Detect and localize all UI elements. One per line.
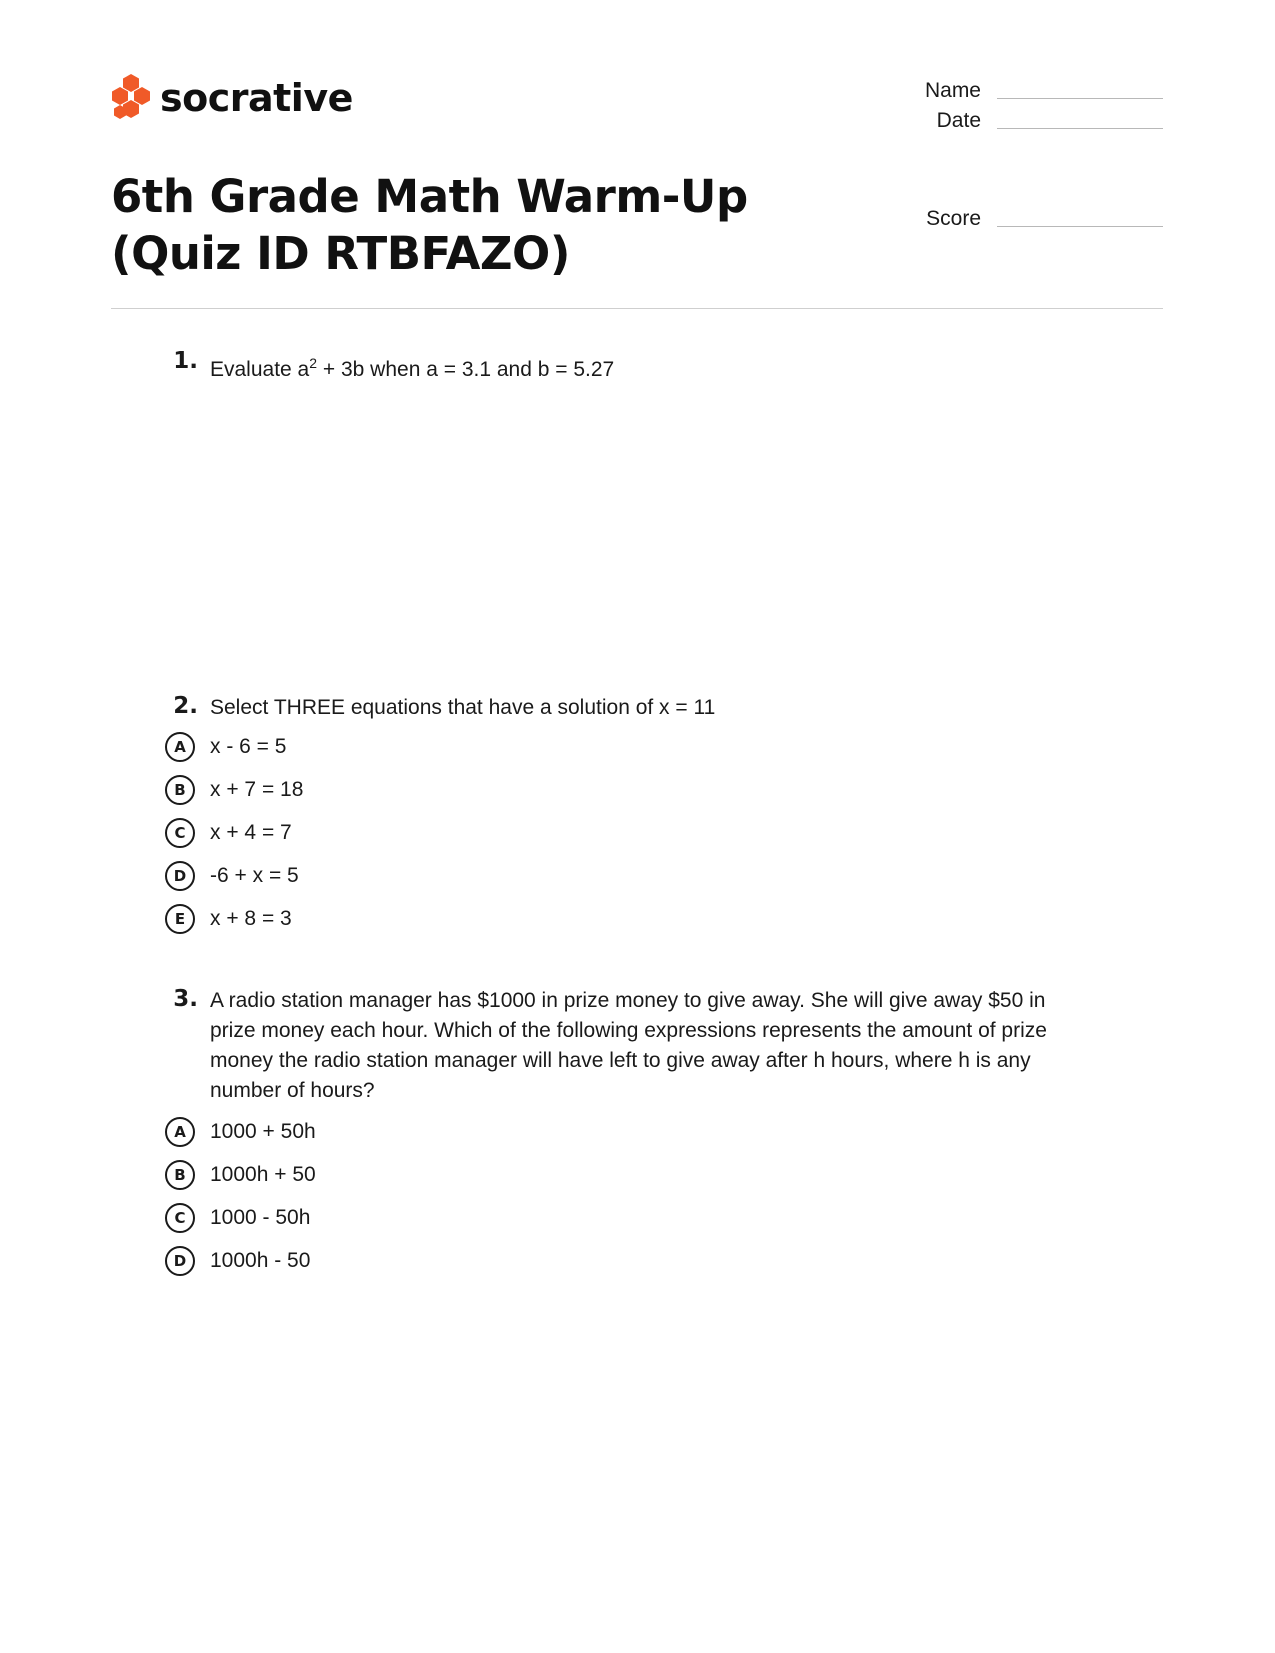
choice-bubble[interactable]: A [165, 732, 195, 762]
choice-text: 1000 + 50h [210, 1119, 316, 1143]
page-title: 6th Grade Math Warm-Up (Quiz ID RTBFAZO) [111, 170, 748, 280]
question-text: Select THREE equations that have a solution of x = 11 [210, 696, 716, 719]
choice-a[interactable] [160, 1110, 1100, 1153]
name-field[interactable] [903, 76, 1163, 106]
choice-bubble[interactable]: A [165, 1117, 195, 1147]
choice-bubble[interactable]: C [165, 1203, 195, 1233]
question-3 [160, 986, 1100, 1282]
score-label: Score [926, 207, 981, 230]
name-line[interactable] [997, 84, 1163, 99]
question-1 [160, 348, 1100, 385]
choice-text: x + 7 = 18 [210, 777, 304, 801]
date-label: Date [936, 109, 981, 132]
choice-bubble[interactable]: B [165, 1160, 195, 1190]
choice-d[interactable] [160, 854, 1100, 897]
socrative-hexagon-icon [111, 72, 151, 124]
choice-bubble[interactable]: D [165, 861, 195, 891]
name-label: Name [924, 79, 981, 102]
choice-b[interactable] [160, 768, 1100, 811]
choice-text: 1000 - 50h [210, 1205, 311, 1229]
date-field[interactable] [903, 106, 1163, 136]
question-2 [160, 693, 1100, 940]
date-line[interactable] [997, 114, 1163, 129]
question-number: 3. [173, 986, 198, 1012]
question-text [210, 348, 1100, 385]
choice-text: x + 4 = 7 [210, 820, 292, 844]
choice-bubble[interactable]: E [165, 904, 195, 934]
question-number: 2. [173, 693, 198, 719]
choice-c[interactable] [160, 1196, 1100, 1239]
score-field[interactable] [926, 207, 1163, 231]
choice-text: -6 + x = 5 [210, 863, 299, 887]
exponent: 2 [309, 355, 318, 371]
choice-bubble[interactable]: C [165, 818, 195, 848]
socrative-logo [111, 72, 353, 124]
choice-b[interactable] [160, 1153, 1100, 1196]
score-line[interactable] [997, 212, 1163, 227]
question-number: 1. [173, 348, 198, 374]
choice-text: x - 6 = 5 [210, 734, 287, 758]
choice-a[interactable] [160, 725, 1100, 768]
student-info-fields [903, 76, 1163, 136]
question-text: A radio station manager has $1000 in prize money to give away. She will give away $50 in prize money each hour. Which of the following expressions represents the amount of prize money the radio station manager will have left to give away after h hours, where h is any number of hours? [210, 989, 1047, 1102]
choice-bubble[interactable]: D [165, 1246, 195, 1276]
choice-text: 1000h - 50 [210, 1248, 311, 1272]
choice-e[interactable] [160, 897, 1100, 940]
choice-text: x + 8 = 3 [210, 906, 292, 930]
choice-bubble[interactable]: B [165, 775, 195, 805]
brand-name: socrative [160, 76, 353, 120]
question-text-part: + 3b when a = 3.1 and b = 5.27 [317, 358, 615, 381]
header-divider [111, 308, 1163, 309]
question-text-part: Evaluate a [210, 358, 310, 381]
choice-d[interactable] [160, 1239, 1100, 1282]
choice-text: 1000h + 50 [210, 1162, 316, 1186]
choice-c[interactable] [160, 811, 1100, 854]
